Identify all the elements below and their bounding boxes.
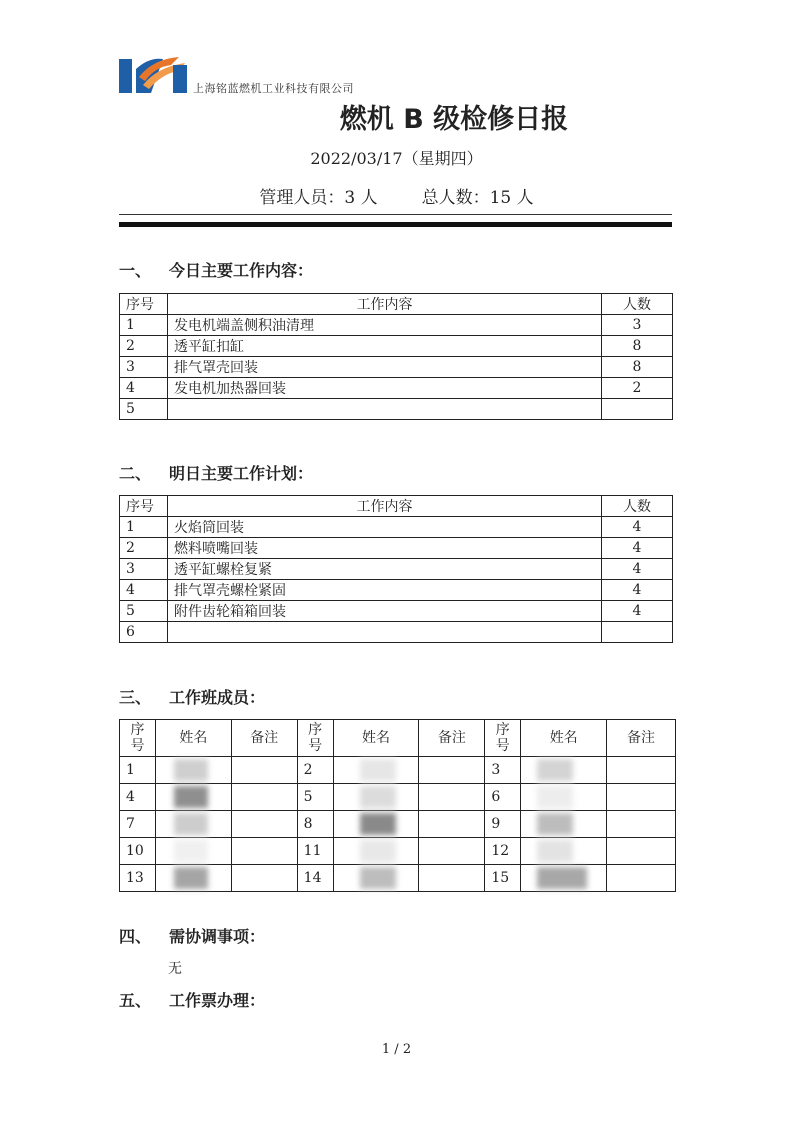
section5-heading: [119, 988, 265, 1011]
table-row: [120, 559, 673, 580]
header-no: 序号: [120, 496, 168, 517]
member-note: [419, 811, 485, 838]
section4-heading: [119, 924, 265, 947]
member-name-redacted: [333, 784, 419, 811]
member-name-redacted: [333, 811, 419, 838]
member-note: [419, 865, 485, 892]
row-count: 4: [602, 538, 673, 559]
section3-heading: [119, 685, 265, 708]
table-row: [120, 399, 673, 420]
header-note: 备注: [231, 720, 297, 757]
row-content: [168, 622, 602, 643]
row-content: 透平缸螺栓复紧: [168, 559, 602, 580]
header-rule-thick: [119, 222, 672, 227]
row-count: [602, 399, 673, 420]
member-note: [607, 811, 676, 838]
row-content: 透平缸扣缸: [168, 336, 602, 357]
member-note: [419, 838, 485, 865]
row-content: 燃料喷嘴回装: [168, 538, 602, 559]
member-no: 13: [120, 865, 156, 892]
section4-title: 需协调事项：: [169, 927, 266, 946]
row-count: 4: [602, 601, 673, 622]
section2-heading: [119, 461, 313, 484]
section1-number: 一、: [119, 261, 152, 280]
member-note: [607, 865, 676, 892]
header-name: 姓名: [155, 720, 231, 757]
row-count: 3: [602, 315, 673, 336]
member-no: 4: [120, 784, 156, 811]
member-note: [607, 784, 676, 811]
table-header-row: [120, 720, 676, 757]
section5-title: 工作票办理：: [169, 991, 266, 1010]
row-content: 附件齿轮箱箱回装: [168, 601, 602, 622]
header-no: 序号: [120, 294, 168, 315]
row-no: 4: [120, 580, 168, 601]
table-row: [120, 517, 673, 538]
member-no: 8: [297, 811, 333, 838]
row-count: 8: [602, 357, 673, 378]
member-no: 5: [297, 784, 333, 811]
header-note: 备注: [419, 720, 485, 757]
header-count: 人数: [602, 294, 673, 315]
today-work-table: [119, 293, 673, 420]
row-content: 排气罩壳回装: [168, 357, 602, 378]
member-name-redacted: [521, 757, 607, 784]
member-name-redacted: [155, 838, 231, 865]
header-content: 工作内容: [168, 496, 602, 517]
row-count: 4: [602, 517, 673, 538]
table-row: [120, 378, 673, 399]
member-no: 6: [485, 784, 521, 811]
row-content: 发电机加热器回装: [168, 378, 602, 399]
report-date: 2022/03/17（星期四）: [310, 149, 483, 168]
tomorrow-plan-table: [119, 495, 673, 643]
row-no: 4: [120, 378, 168, 399]
staff-summary: [0, 183, 793, 208]
section2-title: 明日主要工作计划：: [169, 464, 314, 483]
member-name-redacted: [155, 865, 231, 892]
member-name-redacted: [333, 757, 419, 784]
row-no: 3: [120, 559, 168, 580]
row-no: 2: [120, 336, 168, 357]
header-no: 序号: [297, 720, 333, 757]
row-count: 4: [602, 559, 673, 580]
member-no: 11: [297, 838, 333, 865]
member-no: 10: [120, 838, 156, 865]
member-name-redacted: [521, 865, 607, 892]
row-content: 排气罩壳螺栓紧固: [168, 580, 602, 601]
header-no: 序号: [485, 720, 521, 757]
member-name-redacted: [521, 838, 607, 865]
member-no: 9: [485, 811, 521, 838]
member-note: [231, 784, 297, 811]
member-no: 7: [120, 811, 156, 838]
member-no: 3: [485, 757, 521, 784]
member-name-redacted: [155, 784, 231, 811]
row-no: 1: [120, 517, 168, 538]
company-name: 上海铭蓝燃机工业科技有限公司: [193, 82, 354, 95]
member-name-redacted: [155, 811, 231, 838]
member-name-redacted: [155, 757, 231, 784]
table-row: [120, 538, 673, 559]
member-no: 1: [120, 757, 156, 784]
row-count: [602, 622, 673, 643]
row-no: 5: [120, 399, 168, 420]
member-name-redacted: [521, 784, 607, 811]
section1-title: 今日主要工作内容：: [169, 261, 314, 280]
header-name: 姓名: [521, 720, 607, 757]
row-no: 2: [120, 538, 168, 559]
coordination-items: 无: [168, 961, 182, 977]
header-name: 姓名: [333, 720, 419, 757]
header-note: 备注: [607, 720, 676, 757]
table-header-row: [120, 294, 673, 315]
row-count: 8: [602, 336, 673, 357]
member-name-redacted: [333, 865, 419, 892]
member-no: 12: [485, 838, 521, 865]
row-count: 4: [602, 580, 673, 601]
table-row: [120, 622, 673, 643]
report-title: 燃机 B 级检修日报: [339, 104, 569, 135]
table-row: [120, 580, 673, 601]
total-count: 总人数：15 人: [421, 188, 534, 208]
member-note: [231, 811, 297, 838]
header-content: 工作内容: [168, 294, 602, 315]
managers-count: 管理人员：3 人: [259, 188, 378, 208]
table-row: [120, 784, 676, 811]
team-members-table: [119, 719, 676, 892]
table-header-row: [120, 496, 673, 517]
member-no: 14: [297, 865, 333, 892]
member-note: [231, 865, 297, 892]
row-content: [168, 399, 602, 420]
section5-number: 五、: [119, 991, 152, 1010]
section4-number: 四、: [119, 927, 152, 946]
table-row: [120, 865, 676, 892]
member-note: [419, 757, 485, 784]
row-content: 火焰筒回装: [168, 517, 602, 538]
row-no: 1: [120, 315, 168, 336]
table-row: [120, 601, 673, 622]
row-no: 5: [120, 601, 168, 622]
header-rule-thin: [119, 214, 672, 215]
member-note: [607, 838, 676, 865]
section2-number: 二、: [119, 464, 152, 483]
member-note: [231, 757, 297, 784]
row-count: 2: [602, 378, 673, 399]
section3-number: 三、: [119, 688, 152, 707]
company-logo: [119, 55, 189, 93]
table-row: [120, 336, 673, 357]
page-number: 1 / 2: [381, 1042, 412, 1057]
header-no: 序号: [120, 720, 156, 757]
member-no: 2: [297, 757, 333, 784]
table-row: [120, 838, 676, 865]
member-note: [231, 838, 297, 865]
table-row: [120, 315, 673, 336]
row-no: 3: [120, 357, 168, 378]
member-name-redacted: [521, 811, 607, 838]
row-no: 6: [120, 622, 168, 643]
row-content: 发电机端盖侧积油清理: [168, 315, 602, 336]
member-no: 15: [485, 865, 521, 892]
table-row: [120, 357, 673, 378]
table-row: [120, 757, 676, 784]
member-note: [419, 784, 485, 811]
table-row: [120, 811, 676, 838]
header-count: 人数: [602, 496, 673, 517]
section1-heading: [119, 258, 313, 281]
section3-title: 工作班成员：: [169, 688, 266, 707]
member-note: [607, 757, 676, 784]
member-name-redacted: [333, 838, 419, 865]
